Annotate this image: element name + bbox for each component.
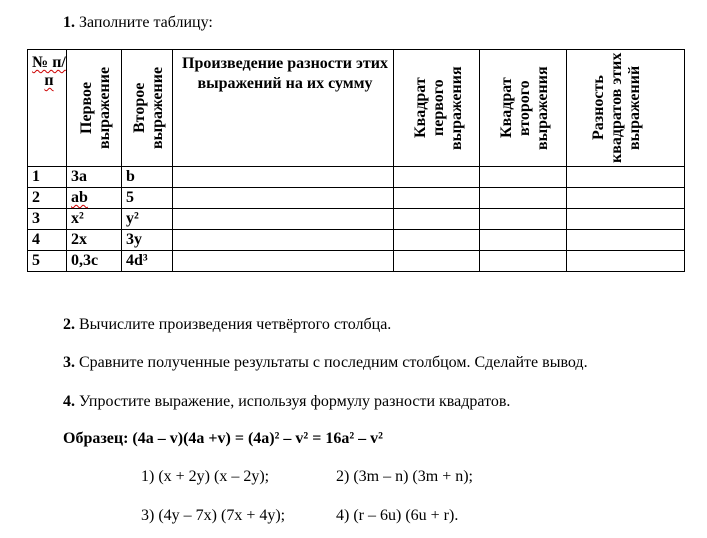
cell-product-empty[interactable] [173,251,394,272]
header-sq-second [480,50,567,167]
cell-second: y² [122,209,173,230]
cell-first-text: ab [71,189,88,206]
cell-product-empty[interactable] [173,209,394,230]
cell-second: 4d³ [122,251,173,272]
exercise-1: 1) (x + 2y) (x – 2y); [141,468,270,485]
cell-sq-second-empty[interactable] [480,230,567,251]
task-2-text: Вычислите произведения четвёртого столбца. [75,316,392,333]
task-1-number: 1. [63,14,75,31]
header-second-label: Второе выражение [131,66,166,150]
header-num-label: № п/п [32,54,66,89]
cell-product-empty[interactable] [173,188,394,209]
cell-second: b [122,167,173,188]
table-row [28,230,685,251]
header-sq-first-label: Квадрат первого выражения [411,66,465,150]
cell-first [67,188,122,209]
cell-sq-diff-empty[interactable] [567,230,685,251]
cell-second: 3y [122,230,173,251]
header-sq-first [394,50,480,167]
cell-num: 1 [28,167,67,188]
table-row [28,167,685,188]
cell-num: 2 [28,188,67,209]
cell-sq-second-empty[interactable] [480,209,567,230]
header-product-label: Произведение разности этих выражений на их сумму [182,55,388,92]
cell-first: 0,3c [67,251,122,272]
task-4-number: 4. [63,393,75,410]
cell-product-empty[interactable] [173,230,394,251]
cell-sq-first-empty[interactable] [394,209,480,230]
cell-num: 4 [28,230,67,251]
header-first-label: Первое выражение [78,66,113,150]
cell-sq-diff-empty[interactable] [567,188,685,209]
fill-table [27,49,685,272]
task-1 [63,14,213,32]
cell-num: 3 [28,209,67,230]
exercise-3: 3) (4y – 7x) (7x + 4y); [141,507,286,524]
cell-sq-diff-empty[interactable] [567,209,685,230]
sample-formula: Образец: (4a – v)(4a +v) = (4a)² – v² = 16a² – v² [63,430,383,447]
cell-first: 3a [67,167,122,188]
table-row [28,188,685,209]
cell-sq-diff-empty[interactable] [567,251,685,272]
cell-sq-second-empty[interactable] [480,167,567,188]
task-3 [63,354,588,372]
cell-first: 2x [67,230,122,251]
table-header-row [28,50,685,167]
header-sq-diff [567,50,685,167]
header-sq-second-label: Квадрат второго выражения [498,66,551,150]
header-product [173,50,394,167]
cell-sq-first-empty[interactable] [394,251,480,272]
task-3-number: 3. [63,354,75,371]
cell-sq-second-empty[interactable] [480,188,567,209]
cell-sq-second-empty[interactable] [480,251,567,272]
exercise-4: 4) (r – 6u) (6u + r). [336,507,459,524]
cell-sq-first-empty[interactable] [394,188,480,209]
cell-second: 5 [122,188,173,209]
task-2 [63,316,391,334]
task-4 [63,393,510,411]
header-second [122,50,173,167]
table-row [28,251,685,272]
task-4-text: Упростите выражение, используя формулу разности квадратов. [75,393,511,410]
cell-sq-diff-empty[interactable] [567,167,685,188]
task-1-text: Заполните таблицу: [75,14,213,31]
cell-first: x² [67,209,122,230]
table-row [28,209,685,230]
cell-num: 5 [28,251,67,272]
task-3-text: Сравните полученные результаты с последним столбцом. Сделайте вывод. [75,354,588,371]
header-sq-diff-label: Разность квадратов этих выражений [589,52,643,164]
header-num [28,50,67,167]
cell-sq-first-empty[interactable] [394,230,480,251]
cell-product-empty[interactable] [173,167,394,188]
cell-sq-first-empty[interactable] [394,167,480,188]
exercise-2: 2) (3m – n) (3m + n); [336,468,473,485]
header-first [67,50,122,167]
task-2-number: 2. [63,316,75,333]
